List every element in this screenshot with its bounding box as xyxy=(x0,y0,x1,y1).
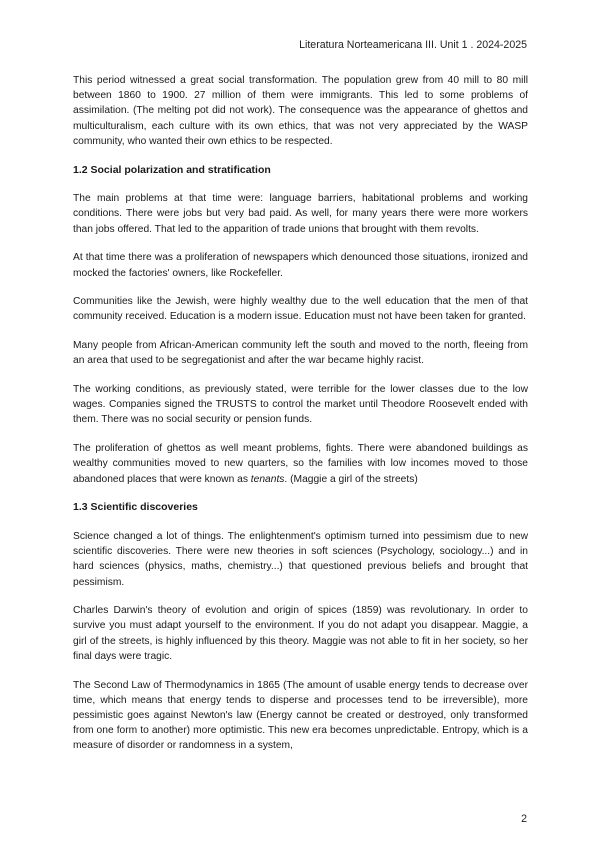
paragraph-communities: Communities like the Jewish, were highly wealthy due to the well education that the men of that community received. Education is a modern issue. Education must not have been taken for granted. xyxy=(73,296,528,323)
paragraph-science-changed: Science changed a lot of things. The enlightenment's optimism turned into pessimism due to new scientific discoveries. There were new theories in soft sciences (Psychology, sociology...) and in hard sciences (physics, maths, chemistry...) that questioned previous beliefs and brought that pessimism. xyxy=(73,530,528,588)
tenants-italic: tenants xyxy=(250,473,285,485)
paragraph-working-conditions: The working conditions, as previously stated, were terrible for the lower classes due to the low wages. Companies signed the TRUSTS to control the market until Theodore Roosevelt ended with them. There was no social security or pension funds. xyxy=(73,384,528,426)
paragraph-newspapers: At that time there was a proliferation of newspapers which denounced those situations, ironized and mocked the factories' owners, like Rockefeller. xyxy=(73,252,528,279)
section-heading-social-polarization: 1.2 Social polarization and stratification xyxy=(73,163,271,176)
ghettos-text-before: The proliferation of ghettos as well meant problems, fights. There were abandoned buildings as wealthy communities moved to new quarters, so the families with low incomes moved to those abandoned places that were known as xyxy=(73,443,528,485)
body-text xyxy=(73,73,528,766)
paragraph-ghettos xyxy=(73,441,528,487)
paragraph-african-american: Many people from African-American community left the south and moved to the north, fleeing from an area that used to be segregationist and after the war became highly racist. xyxy=(73,340,528,367)
page-number: 2 xyxy=(521,813,527,825)
section-heading-scientific-discoveries: 1.3 Scientific discoveries xyxy=(73,501,198,514)
paragraph-main-problems: The main problems at that time were: language barriers, habitational problems and working conditions. There were jobs but very bad paid. As well, for many years there were more workers than jobs offered. That led to the apparition of trade unions that brought with them revolts. xyxy=(73,193,528,235)
paragraph-darwin: Charles Darwin's theory of evolution and origin of spices (1859) was revolutionary. In order to survive you must adapt yourself to the environment. If you do not adapt you disappear. Maggie, a girl of the streets, is highly influenced by this theory. Maggie was not able to fit in her society, so her final days were tragic. xyxy=(73,605,528,662)
running-header: Literatura Norteamericana III. Unit 1 . 2024-2025 xyxy=(299,39,527,51)
intro-paragraph: This period witnessed a great social transformation. The population grew from 40 mill to 80 mill between 1860 to 1900. 27 million of them were immigrants. This led to some problems of assimilation. (The melting pot did not work). The consequence was the appearance of ghettos and multiculturalism, each culture with its own ethics, that was not very appreciated by the WASP community, who wanted their own ethics to be respected. xyxy=(73,75,528,147)
paragraph-thermodynamics: The Second Law of Thermodynamics in 1865 (The amount of usable energy tends to decrease over time, which means that energy tends to disperse and processes tend to be irreversible), more pessimistic goes against Newton's law (Energy cannot be created or destroyed, only transformed from one form to another) more optimistic. This new era becomes unpredictable. Entropy, which is a measure of disorder or randomness in a system, xyxy=(73,679,528,752)
ghettos-text-after: . (Maggie a girl of the streets) xyxy=(284,473,418,485)
